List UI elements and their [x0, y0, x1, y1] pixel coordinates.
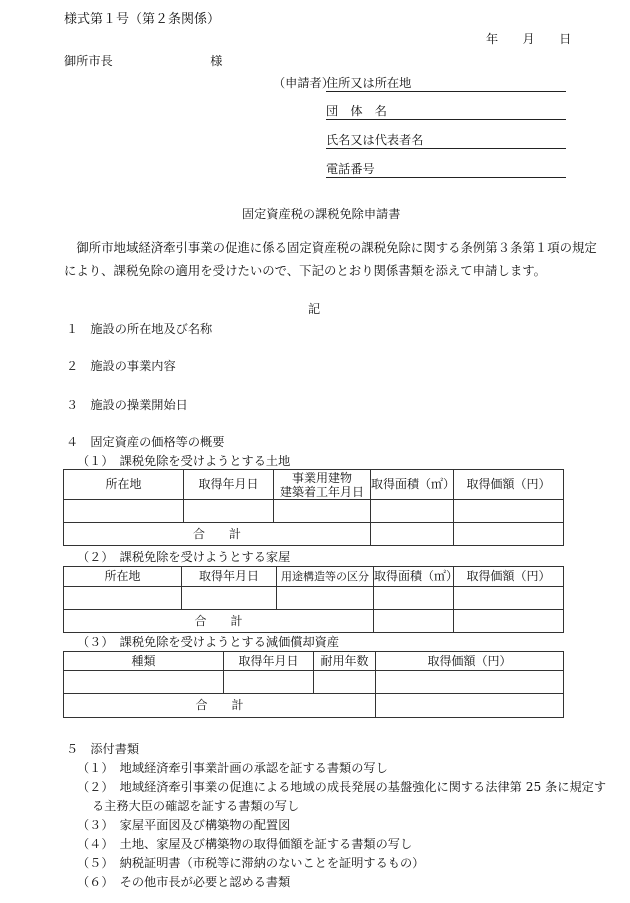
land-cell[interactable]: [274, 500, 371, 523]
house-cell[interactable]: [277, 587, 374, 610]
applicant-label: （申請者）: [273, 76, 334, 90]
land-header-price: 取得価額（円）: [454, 470, 564, 500]
house-table: [63, 566, 564, 633]
attachment-item: （３） 家屋平面図及び構築物の配置図: [77, 818, 291, 832]
form-number: 様式第１号（第２条関係）: [64, 12, 221, 27]
land-cell[interactable]: [64, 500, 184, 523]
item-operation-start: ３ 施設の操業開始日: [66, 398, 188, 412]
depreciable-total-price[interactable]: [376, 694, 564, 718]
house-header-location: 所在地: [64, 567, 182, 587]
land-header-area: 取得面積（㎡）: [371, 470, 454, 500]
attachment-item: （１） 地域経済牽引事業計画の承認を証する書類の写し: [77, 761, 388, 775]
address-field[interactable]: 住所又は所在地: [326, 74, 566, 92]
land-cell[interactable]: [454, 500, 564, 523]
depreciable-cell[interactable]: [314, 671, 376, 694]
house-cell[interactable]: [374, 587, 454, 610]
house-cell[interactable]: [64, 587, 182, 610]
representative-name-field[interactable]: 氏名又は代表者名: [326, 131, 566, 149]
land-cell[interactable]: [371, 500, 454, 523]
house-header-area: 取得面積（㎡）: [374, 567, 454, 587]
attachment-item: （４） 土地、家屋及び構築物の取得価額を証する書類の写し: [77, 837, 413, 851]
depreciable-header-price: 取得価額（円）: [376, 652, 564, 671]
land-cell[interactable]: [184, 500, 274, 523]
attachment-item: （２） 地域経済牽引事業の促進による地域の成長発展の基盤強化に関する法律第 25 条に規定す: [77, 780, 607, 794]
attachment-item-continued: る主務大臣の確認を証する書類の写し: [92, 799, 300, 813]
house-header-acq-date: 取得年月日: [182, 567, 277, 587]
house-total-label: 合 計: [64, 610, 374, 633]
ki-marker: 記: [308, 302, 321, 316]
house-cell[interactable]: [182, 587, 277, 610]
body-line-1: 御所市地域経済牽引事業の促進に係る固定資産税の課税免除に関する条例第３条第１項の規定: [64, 240, 597, 255]
land-header-acq-date: 取得年月日: [184, 470, 274, 500]
house-header-use-structure: 用途構造等の区分: [277, 567, 374, 587]
depreciable-cell[interactable]: [64, 671, 224, 694]
body-line-2: により、課税免除の適用を受けたいので、下記のとおり関係書類を添えて申請します。: [64, 263, 546, 278]
depreciable-header-useful-life: 耐用年数: [314, 652, 376, 671]
land-total-area[interactable]: [371, 523, 454, 546]
item-asset-overview: ４ 固定資産の価格等の概要: [66, 435, 225, 449]
depreciable-caption: （３） 課税免除を受けようとする減価償却資産: [77, 635, 340, 649]
land-total-label: 合 計: [64, 523, 371, 546]
land-header-location: 所在地: [64, 470, 184, 500]
organization-name-field[interactable]: 団 体 名: [326, 102, 566, 120]
land-table: [63, 469, 564, 546]
depreciable-header-acq-date: 取得年月日: [224, 652, 314, 671]
attachments-heading: ５ 添付書類: [66, 742, 140, 756]
land-total-price[interactable]: [454, 523, 564, 546]
land-header-construction-date: 事業用建物 建築着工年月日: [274, 470, 371, 500]
attachment-item: （６） その他市長が必要と認める書類: [77, 875, 291, 889]
item-business-content: ２ 施設の事業内容: [66, 359, 176, 373]
house-total-area[interactable]: [374, 610, 454, 633]
phone-field[interactable]: 電話番号: [326, 160, 566, 178]
depreciable-table: [63, 651, 564, 718]
house-cell[interactable]: [454, 587, 564, 610]
attachment-item: （５） 納税証明書（市税等に滞納のないことを証明するもの）: [77, 856, 425, 870]
item-facility-location: １ 施設の所在地及び名称: [66, 322, 213, 336]
addressee: 御所市長 様: [64, 54, 223, 68]
house-caption: （２） 課税免除を受けようとする家屋: [77, 550, 291, 564]
depreciable-cell[interactable]: [224, 671, 314, 694]
depreciable-header-type: 種類: [64, 652, 224, 671]
document-title: 固定資産税の課税免除申請書: [242, 207, 401, 221]
depreciable-total-label: 合 計: [64, 694, 376, 718]
date-line: 年 月 日: [486, 32, 572, 46]
depreciable-cell[interactable]: [376, 671, 564, 694]
house-header-price: 取得価額（円）: [454, 567, 564, 587]
house-total-price[interactable]: [454, 610, 564, 633]
land-caption: （１） 課税免除を受けようとする土地: [77, 454, 291, 468]
